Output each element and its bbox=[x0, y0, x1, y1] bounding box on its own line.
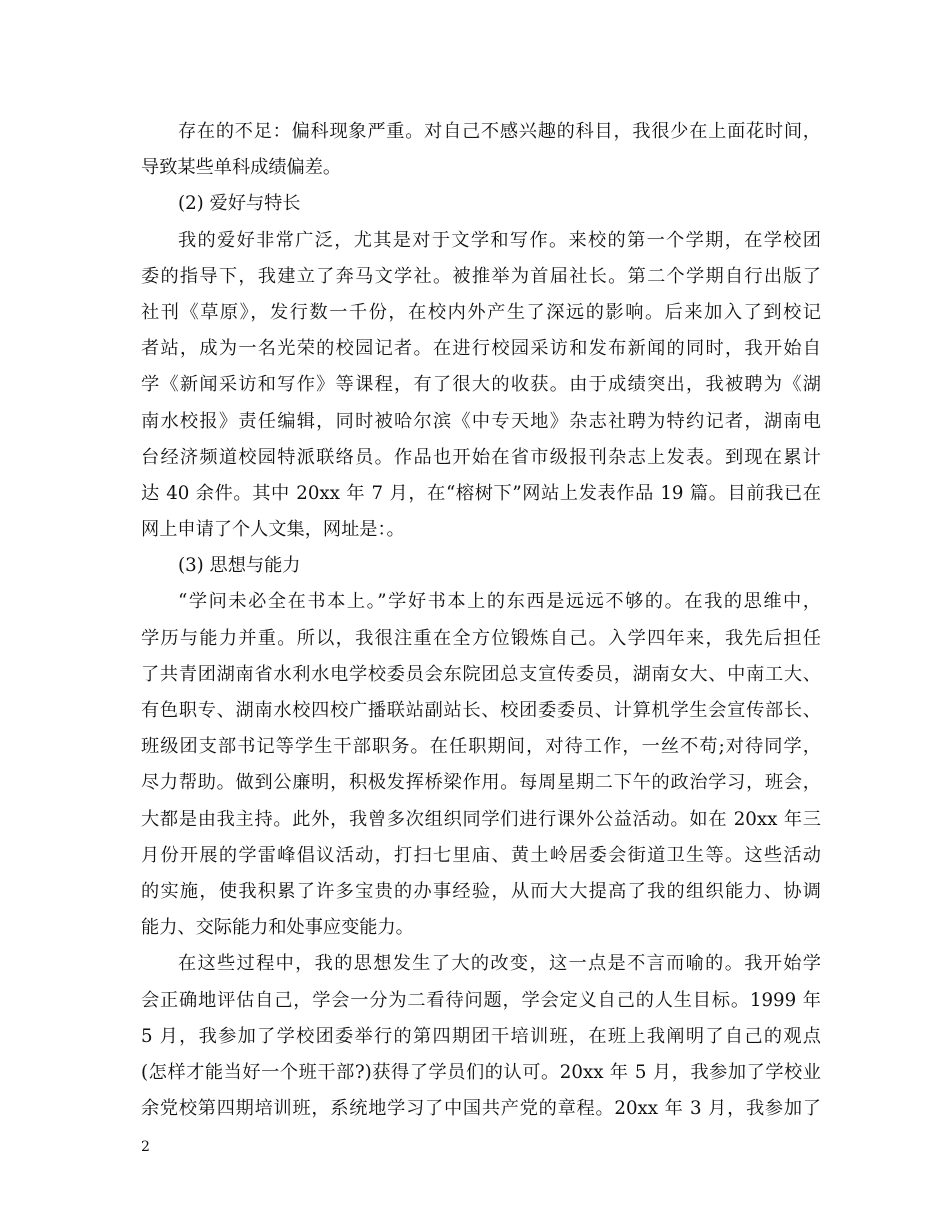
text-line: “学问未必全在书本上。”学好书本上的东西是远远不够的。在我的思维中， bbox=[178, 591, 821, 613]
text-line: 了共青团湖南省水利水电学校委员会东院团总支宣传委员，湖南女大、中南工大、 bbox=[141, 663, 821, 685]
text-line: 学《新闻采访和写作》等课程，有了很大的收获。由于成绩突出，我被聘为《湖 bbox=[141, 374, 821, 396]
text-line: 达 40 余件。其中 20xx 年 7 月，在“榕树下”网站上发表作品 19 篇。目前我已在 bbox=[141, 482, 821, 504]
text-line: 的实施，使我积累了许多宝贵的办事经验，从而大大提高了我的组织能力、协调 bbox=[141, 880, 821, 902]
text-line: 我的爱好非常广泛，尤其是对于文学和写作。来校的第一个学期，在学校团 bbox=[178, 229, 821, 251]
text-line: 有色职专、湖南水校四校广播联站副站长、校团委委员、计算机学生会宣传部长、 bbox=[141, 700, 821, 721]
text-line: 能力、交际能力和处事应变能力。 bbox=[141, 917, 414, 939]
page-number: 2 bbox=[141, 1139, 150, 1155]
text-line: 尽力帮助。做到公廉明，积极发挥桥梁作用。每周星期二下午的政治学习，班会， bbox=[141, 772, 821, 794]
section-heading-thoughts: (3) 思想与能力 bbox=[178, 555, 301, 577]
page-body bbox=[141, 114, 821, 1127]
text-line: 5 月，我参加了学校团委举行的第四期团干培训班，在班上我阐明了自己的观点 bbox=[141, 1025, 821, 1047]
text-line: 存在的不足：偏科现象严重。对自己不感兴趣的科目，我很少在上面花时间， bbox=[178, 121, 821, 142]
text-line: 大都是由我主持。此外，我曾多次组织同学们进行课外公益活动。如在 20xx 年三 bbox=[141, 808, 821, 830]
text-line: 南水校报》责任编辑，同时被哈尔滨《中专天地》杂志社聘为特约记者，湖南电 bbox=[141, 410, 821, 432]
text-line: 台经济频道校园特派联络员。作品也开始在省市级报刊杂志上发表。到现在累计 bbox=[141, 446, 821, 468]
text-line: 委的指导下，我建立了奔马文学社。被推举为首届社长。第二个学期自行出版了 bbox=[141, 265, 821, 287]
text-line: 余党校第四期培训班，系统地学习了中国共产党的章程。20xx 年 3 月，我参加了 bbox=[141, 1098, 821, 1120]
text-line: 班级团支部书记等学生干部职务。在任职期间，对待工作，一丝不苟;对待同学， bbox=[141, 736, 821, 758]
text-line: 者站，成为一名光荣的校园记者。在进行校园采访和发布新闻的同时，我开始自 bbox=[141, 338, 821, 360]
text-line: 月份开展的学雷峰倡议活动，打扫七里庙、黄土岭居委会街道卫生等。这些活动 bbox=[141, 844, 821, 866]
text-line: 会正确地评估自己，学会一分为二看待问题，学会定义自己的人生目标。1999 年 bbox=[141, 989, 821, 1011]
text-line: 学历与能力并重。所以，我很注重在全方位锻炼自己。入学四年来，我先后担任 bbox=[141, 627, 821, 649]
text-line: 在这些过程中，我的思想发生了大的改变，这一点是不言而喻的。我开始学 bbox=[178, 953, 821, 975]
text-line: 导致某些单科成绩偏差。 bbox=[141, 157, 342, 179]
text-line: 社刊《草原》，发行数一千份，在校内外产生了深远的影响。后来加入了到校记 bbox=[141, 301, 821, 323]
text-line: 网上申请了个人文集，网址是：。 bbox=[141, 519, 405, 541]
text-line: (怎样才能当好一个班干部?)获得了学员们的认可。20xx 年 5 月，我参加了学校业 bbox=[141, 1061, 821, 1083]
section-heading-hobbies: (2) 爱好与特长 bbox=[178, 193, 301, 215]
